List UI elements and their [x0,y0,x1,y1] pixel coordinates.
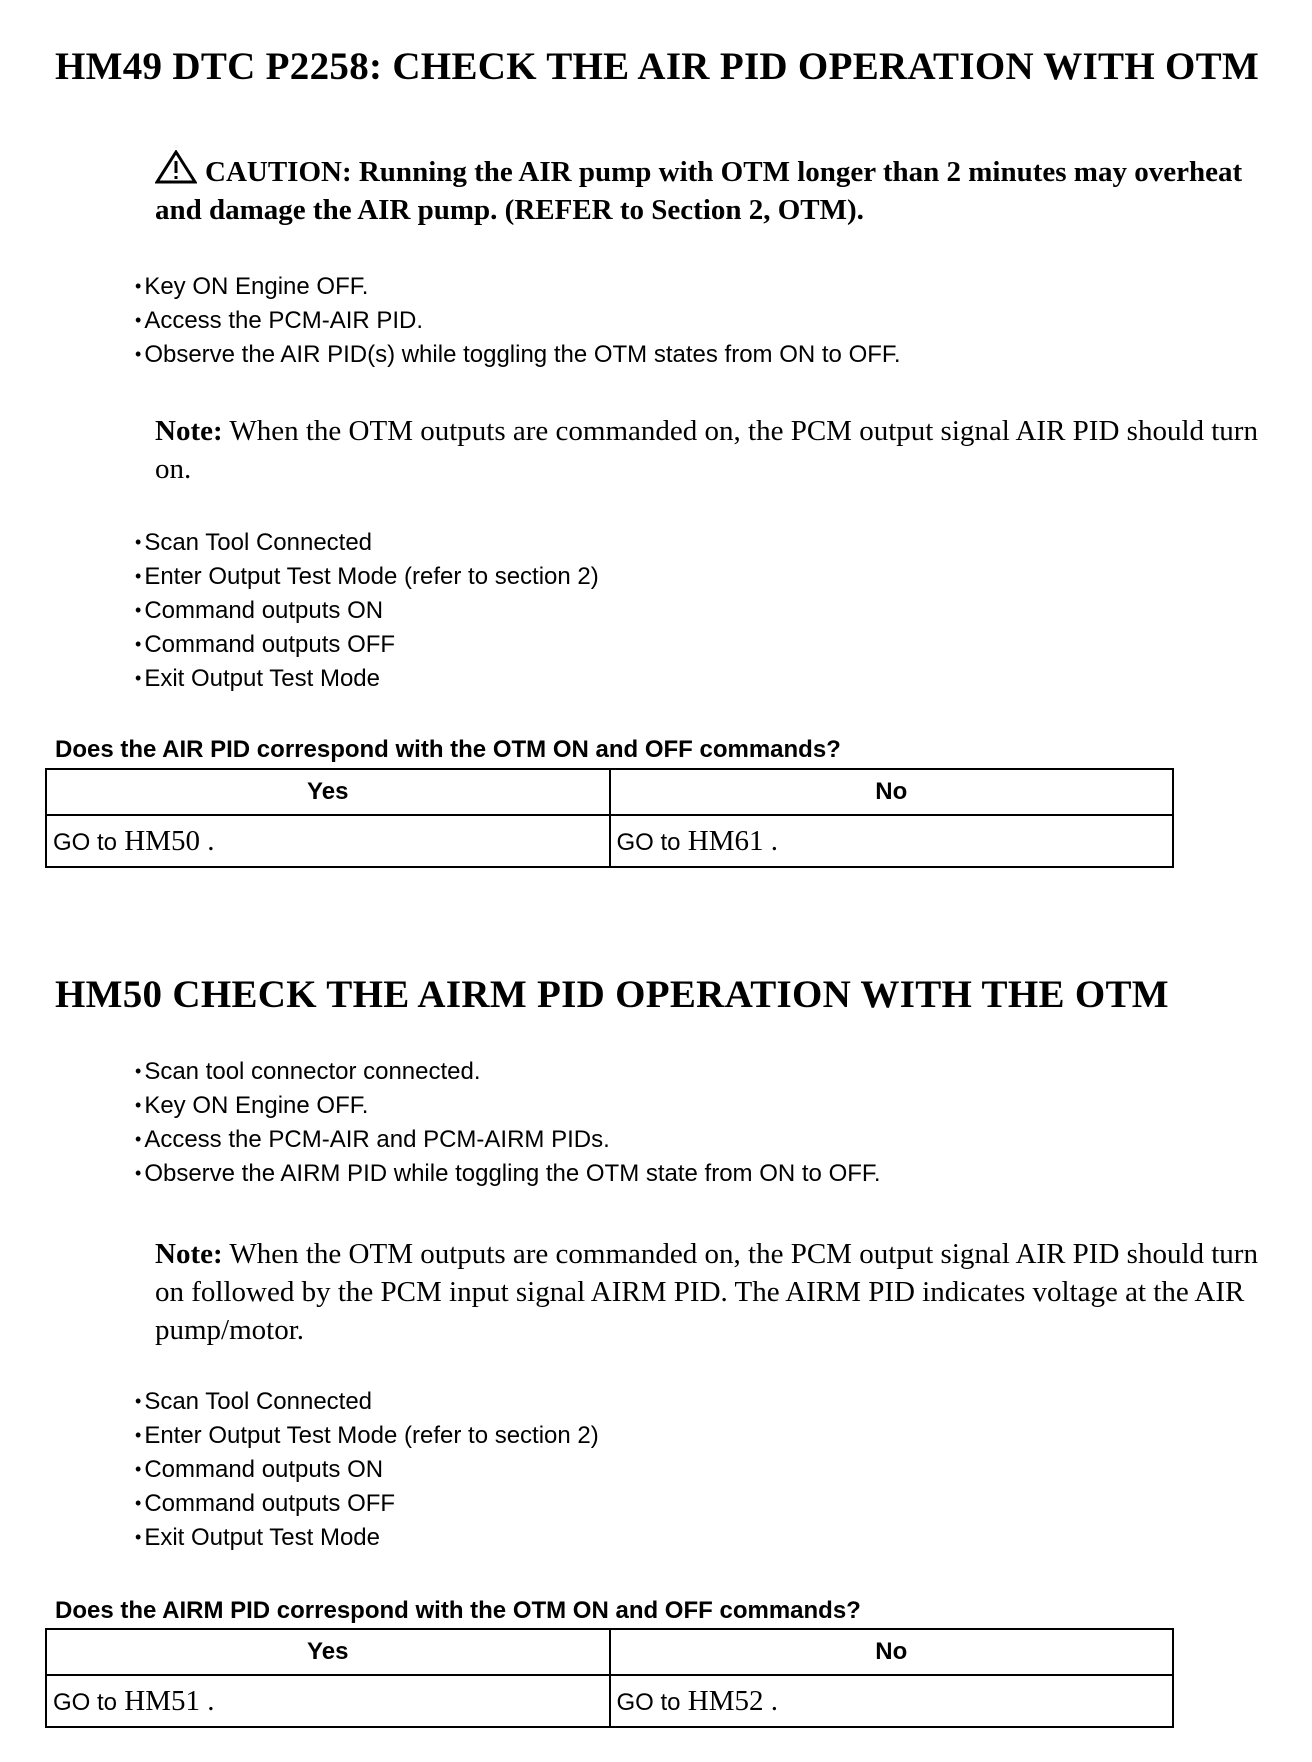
list-item: • Command outputs ON [135,1453,599,1487]
yes-action[interactable] [46,815,610,867]
yes-header: Yes [46,769,610,815]
hm49-question: Does the AIR PID correspond with the OTM ON and OFF commands? [55,736,841,763]
list-item: • Key ON Engine OFF. [135,1089,881,1123]
list-item: • Key ON Engine OFF. [135,270,901,304]
list-item: • Command outputs OFF [135,628,599,662]
list-item: • Exit Output Test Mode [135,1521,599,1555]
yes-header: Yes [46,1629,610,1675]
list-item: • Command outputs ON [135,594,599,628]
note-text: When the OTM outputs are commanded on, the PCM output signal AIR PID should turn on followed by the PCM input signal AIRM PID. The AIRM PID indicates voltage at the AIR pump/motor. [155,1238,1258,1346]
go-target[interactable]: HM61 . [680,824,779,857]
list-item: • Observe the AIR PID(s) while toggling the OTM states from ON to OFF. [135,338,901,372]
warning-triangle-icon [155,150,197,184]
list-item: • Scan Tool Connected [135,526,599,560]
list-item: • Enter Output Test Mode (refer to section 2) [135,560,599,594]
go-label: GO to [616,1688,681,1716]
hm50-decision-table [45,1628,1174,1728]
list-item: • Exit Output Test Mode [135,662,599,696]
caution-notice [155,150,1275,229]
list-item: • Access the PCM-AIR PID. [135,304,901,338]
list-item: • Observe the AIRM PID while toggling the OTM state from ON to OFF. [135,1157,881,1191]
list-item: • Scan tool connector connected. [135,1055,881,1089]
hm50-steps-a [135,1055,881,1191]
go-label: GO to [616,828,681,856]
go-label: GO to [53,1688,118,1716]
no-action[interactable] [610,815,1174,867]
note-label: Note: [155,1238,223,1270]
list-item: • Enter Output Test Mode (refer to section 2) [135,1419,599,1453]
note-text: When the OTM outputs are commanded on, the PCM output signal AIR PID should turn on. [155,415,1258,485]
note-label: Note: [155,415,223,447]
hm49-decision-table [45,768,1174,868]
no-action[interactable] [610,1675,1174,1727]
hm50-note [155,1235,1275,1349]
hm50-question: Does the AIRM PID correspond with the OTM ON and OFF commands? [55,1597,861,1624]
yes-action[interactable] [46,1675,610,1727]
go-target[interactable]: HM50 . [117,824,215,857]
list-item: • Command outputs OFF [135,1487,599,1521]
no-header: No [610,1629,1174,1675]
hm49-note [155,412,1275,488]
go-target[interactable]: HM52 . [680,1684,779,1717]
hm50-steps-b [135,1385,599,1555]
caution-text: CAUTION: Running the AIR pump with OTM longer than 2 minutes may overheat and damage the AIR pump. (REFER to Section 2, OTM). [155,156,1243,226]
list-item: • Scan Tool Connected [135,1385,599,1419]
go-target[interactable]: HM51 . [117,1684,215,1717]
hm49-steps-b [135,526,599,696]
hm50-title: HM50 CHECK THE AIRM PID OPERATION WITH THE OTM [55,973,1169,1016]
no-header: No [610,769,1174,815]
go-label: GO to [53,828,118,856]
hm49-steps-a [135,270,901,372]
hm49-title: HM49 DTC P2258: CHECK THE AIR PID OPERATION WITH OTM [55,45,1260,88]
list-item: • Access the PCM-AIR and PCM-AIRM PIDs. [135,1123,881,1157]
